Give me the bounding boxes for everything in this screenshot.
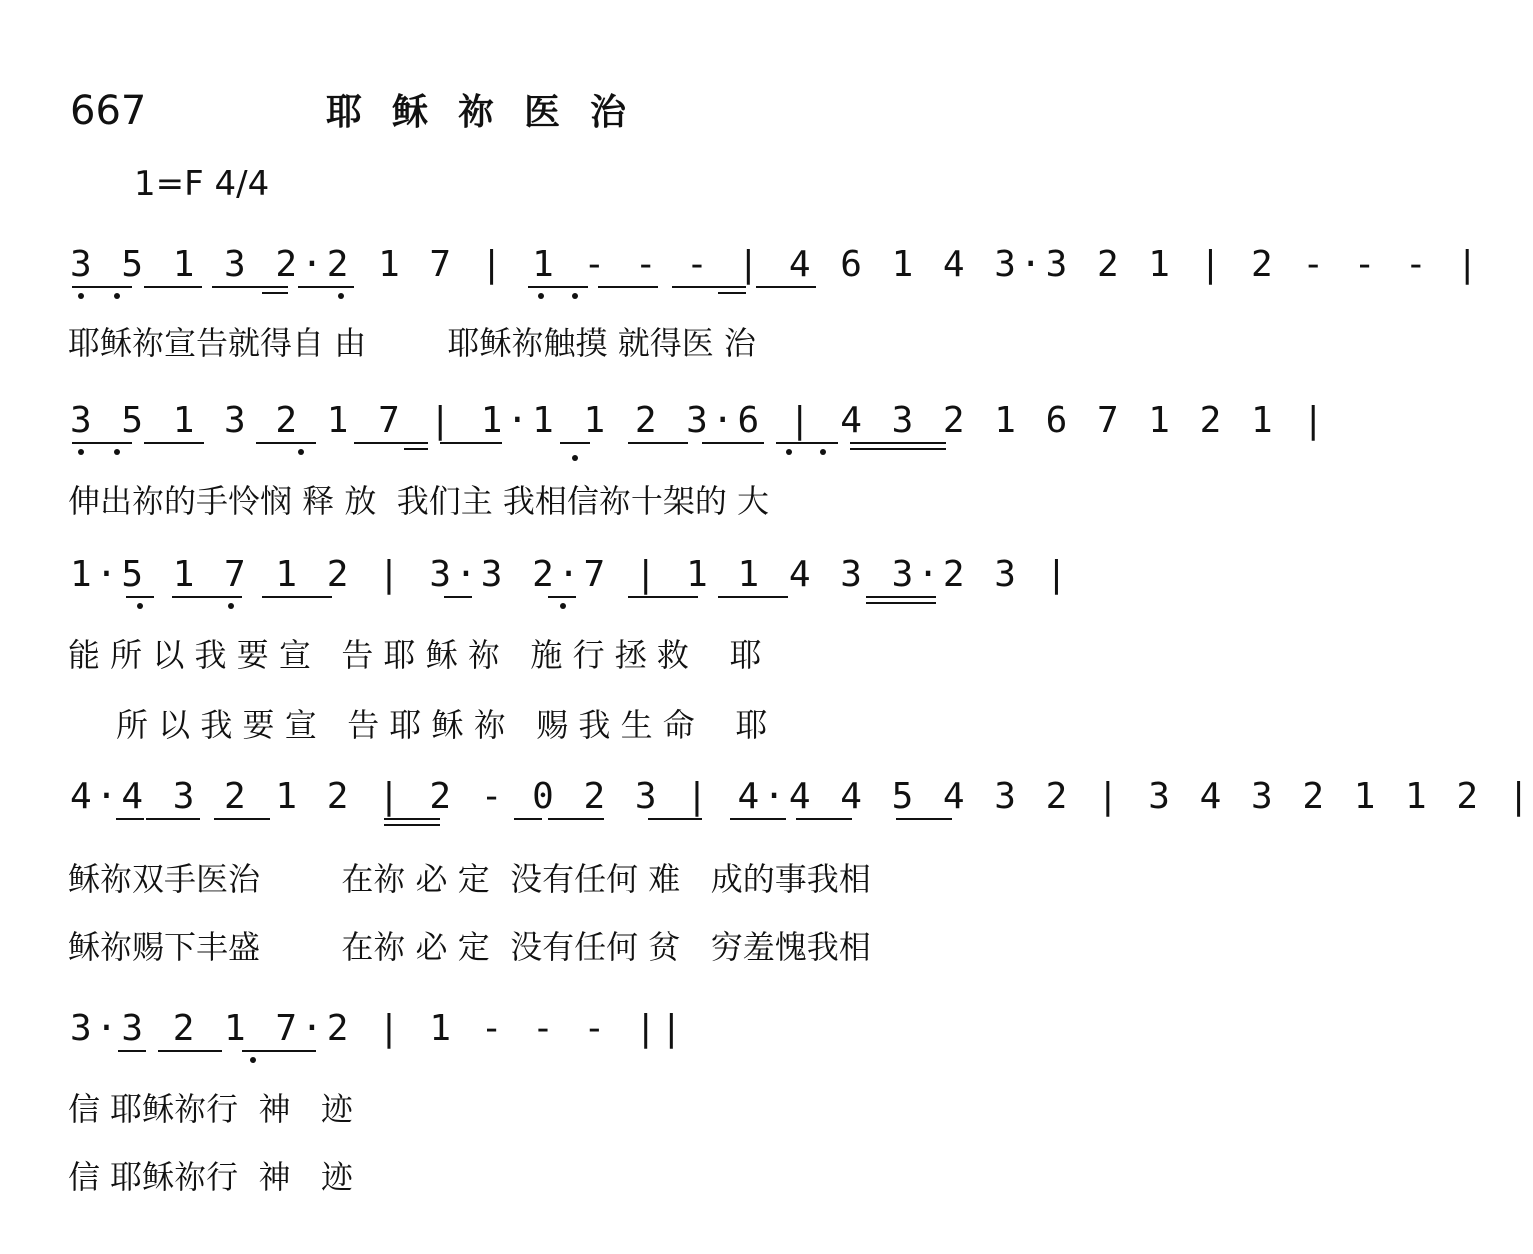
dot	[786, 449, 792, 455]
song-number: 667	[70, 88, 147, 134]
underline	[116, 818, 144, 820]
dot	[137, 603, 143, 609]
underline	[242, 1050, 316, 1052]
underline	[702, 442, 764, 444]
underline	[298, 286, 354, 288]
dot	[228, 603, 234, 609]
underline	[850, 448, 946, 450]
lyric-line-5a: 信 耶稣祢行 神 迹	[68, 1090, 354, 1128]
underline	[560, 442, 590, 444]
underline	[384, 824, 440, 826]
underline	[796, 818, 852, 820]
underline	[648, 818, 702, 820]
lyric-line-5b: 信 耶稣祢行 神 迹	[68, 1158, 354, 1196]
underline	[144, 442, 204, 444]
underline	[896, 818, 952, 820]
lyric-line-3a: 能 所 以 我 要 宣 告 耶 稣 祢 施 行 拯 救 耶	[68, 636, 762, 674]
dot	[338, 293, 344, 299]
notation-line-4: 4·4 3 2 1 2 | 2 - 0 2 3 | 4·4 4 5 4 3 2 | 3 4 3 2 1 1 2 |	[70, 776, 1533, 817]
underline	[628, 442, 688, 444]
underline	[850, 442, 946, 444]
dot	[114, 449, 120, 455]
notation-line-2: 3 5 1 3 2 1 7 | 1·1 1 2 3·6 | 4 3 2 1 6 7 1 2 1 |	[70, 400, 1329, 441]
key-time-signature: 1=F 4/4	[134, 164, 270, 204]
underline	[528, 286, 588, 288]
underline	[756, 286, 816, 288]
underline	[514, 818, 542, 820]
underline	[776, 442, 838, 444]
notation-line-5: 3·3 2 1 7·2 | 1 - - - ||	[70, 1008, 687, 1049]
underline	[598, 286, 658, 288]
underline	[404, 448, 428, 450]
underline	[444, 596, 472, 598]
dot	[114, 293, 120, 299]
underline	[158, 1050, 222, 1052]
notation-line-1: 3 5 1 3 2·2 1 7 | 1 - - - | 4 6 1 4 3·3 2 1 | 2 - - - |	[70, 244, 1483, 285]
underline	[214, 818, 270, 820]
underline	[672, 286, 746, 288]
dot	[572, 293, 578, 299]
dot	[560, 603, 566, 609]
dot	[78, 449, 84, 455]
lyric-line-4a: 稣祢双手医治 在祢 必 定 没有任何 难 成的事我相	[68, 860, 871, 898]
underline	[548, 818, 604, 820]
dot	[572, 455, 578, 461]
underline	[866, 596, 936, 598]
lyric-line-2: 伸出祢的手怜悯 释 放 我们主 我相信祢十架的 大	[68, 482, 770, 520]
underline	[718, 596, 788, 598]
underline	[384, 818, 440, 820]
underline	[262, 292, 288, 294]
notation-line-3: 1·5 1 7 1 2 | 3·3 2·7 | 1 1 4 3 3·2 3 |	[70, 554, 1072, 595]
underline	[256, 442, 316, 444]
dot	[538, 293, 544, 299]
dot	[298, 449, 304, 455]
underline	[172, 596, 242, 598]
lyric-line-1: 耶稣祢宣告就得自 由 耶稣祢触摸 就得医 治	[68, 324, 756, 362]
underline	[72, 442, 132, 444]
lyric-line-3b: 所 以 我 要 宣 告 耶 稣 祢 赐 我 生 命 耶	[116, 706, 768, 744]
dot	[250, 1057, 256, 1063]
underline	[440, 442, 502, 444]
underline	[146, 818, 200, 820]
underline	[628, 596, 698, 598]
underline	[548, 596, 576, 598]
underline	[262, 596, 332, 598]
underline	[212, 286, 288, 288]
underline	[354, 442, 428, 444]
underline	[118, 1050, 146, 1052]
underline	[126, 596, 154, 598]
underline	[144, 286, 202, 288]
lyric-line-4b: 稣祢赐下丰盛 在祢 必 定 没有任何 贫 穷羞愧我相	[68, 928, 871, 966]
dot	[820, 449, 826, 455]
underline	[72, 286, 132, 288]
dot	[78, 293, 84, 299]
underline	[730, 818, 786, 820]
underline	[718, 292, 746, 294]
song-title: 耶稣祢医治	[326, 92, 657, 133]
underline	[866, 602, 936, 604]
